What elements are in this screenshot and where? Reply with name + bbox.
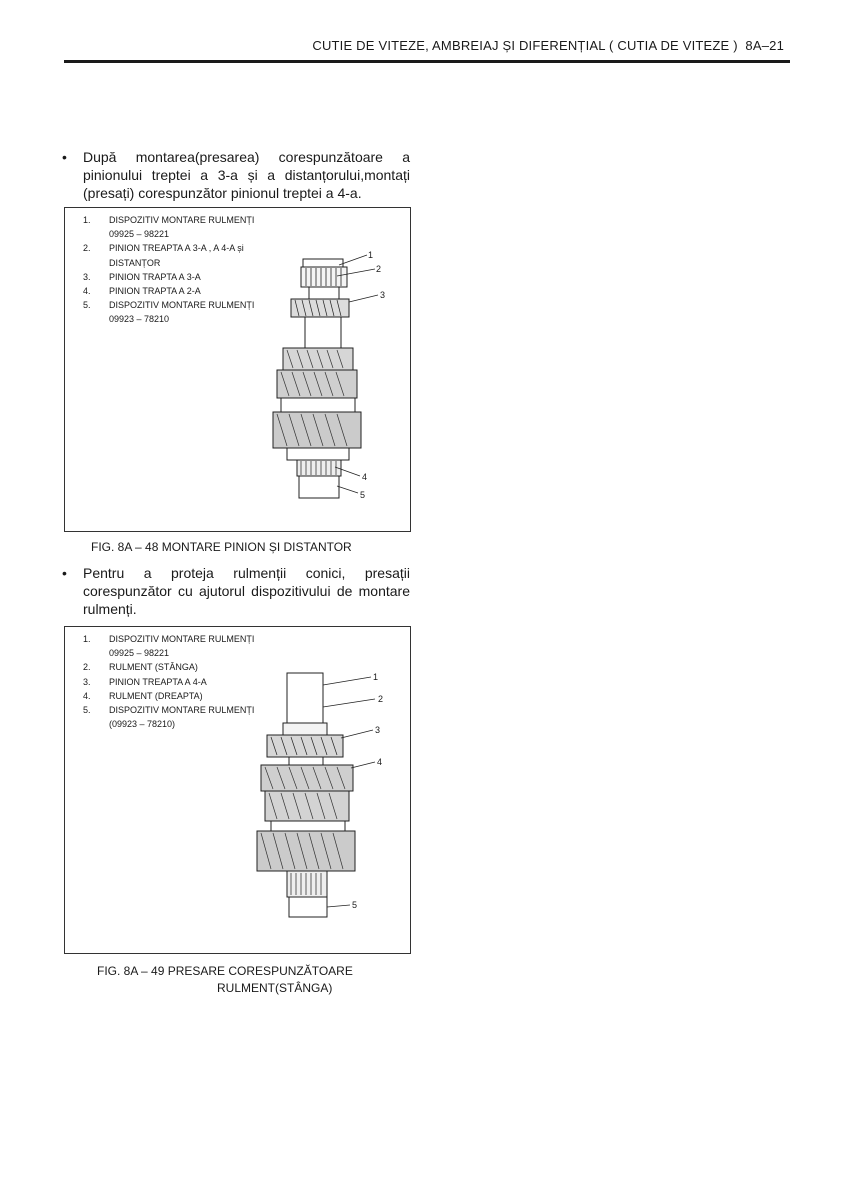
legend-item: 5. DISPOZITIV MONTARE RULMENȚI (09923 – 78210) bbox=[83, 705, 255, 730]
bullet-marker: • bbox=[62, 565, 67, 581]
header-rule bbox=[64, 60, 790, 63]
figure-caption-49-line1: FIG. 8A – 49 PRESARE CORESPUNZĂTOARE bbox=[97, 964, 353, 978]
callout-4: 4 bbox=[362, 472, 368, 482]
legend-item: 3. PINION TRAPTA A 3-A bbox=[83, 271, 201, 282]
legend-item: 4. PINION TRAPTA A 2-A bbox=[83, 286, 201, 297]
instruction-paragraph-2 bbox=[62, 564, 410, 618]
callout-1: 1 bbox=[373, 672, 379, 682]
callout-5: 5 bbox=[352, 900, 358, 910]
figure-caption-48: FIG. 8A – 48 MONTARE PINION ȘI DISTANTOR bbox=[91, 540, 352, 554]
legend-item: 2. RULMENT (STÂNGA) bbox=[83, 662, 198, 673]
legend-item: 2. PINION TREAPTA A 3-A , A 4-A și DISTANȚOR bbox=[83, 243, 244, 268]
instruction-text-1: După montarea(presarea) corespunzătoare a pinionului treptei a 3-a și a distanțorului,montați (presați) corespunzător pinionul treptei a 4-a. bbox=[83, 149, 410, 201]
figure-legend-48 bbox=[83, 213, 254, 327]
page-header bbox=[312, 38, 784, 53]
figure-8a-48 bbox=[64, 207, 411, 532]
callout-labels-49 bbox=[352, 672, 383, 910]
instruction-paragraph-1 bbox=[62, 148, 410, 202]
figure-8a-49 bbox=[64, 626, 411, 954]
page-number: 8A–21 bbox=[745, 38, 784, 53]
legend-item: 4. RULMENT (DREAPTA) bbox=[83, 690, 203, 701]
legend-item: 5. DISPOZITIV MONTARE RULMENȚI 09923 – 78210 bbox=[83, 300, 255, 325]
callout-4: 4 bbox=[377, 757, 383, 767]
figure-caption-49-line2: RULMENT(STÂNGA) bbox=[217, 981, 333, 995]
instruction-text-2: Pentru a proteja rulmenții conici, presații corespunzător cu ajutorul dispozitivului de montare rulmenți. bbox=[83, 565, 410, 617]
callout-labels-48 bbox=[360, 250, 385, 500]
callout-1: 1 bbox=[368, 250, 374, 260]
callout-3: 3 bbox=[375, 725, 381, 735]
callout-2: 2 bbox=[376, 264, 382, 274]
callout-3: 3 bbox=[380, 290, 386, 300]
header-title: CUTIE DE VITEZE, AMBREIAJ ȘI DIFERENȚIAL ( CUTIA DE VITEZE ) bbox=[312, 38, 738, 53]
callout-5: 5 bbox=[360, 490, 366, 500]
callout-2: 2 bbox=[378, 694, 384, 704]
bullet-marker: • bbox=[62, 149, 67, 165]
figure-legend-49 bbox=[83, 632, 254, 731]
legend-item: 1. DISPOZITIV MONTARE RULMENȚI 09925 – 98221 bbox=[83, 215, 255, 240]
legend-item: 3. PINION TREAPTA A 4-A bbox=[83, 676, 207, 687]
legend-item: 1. DISPOZITIV MONTARE RULMENȚI 09925 – 98221 bbox=[83, 634, 255, 659]
